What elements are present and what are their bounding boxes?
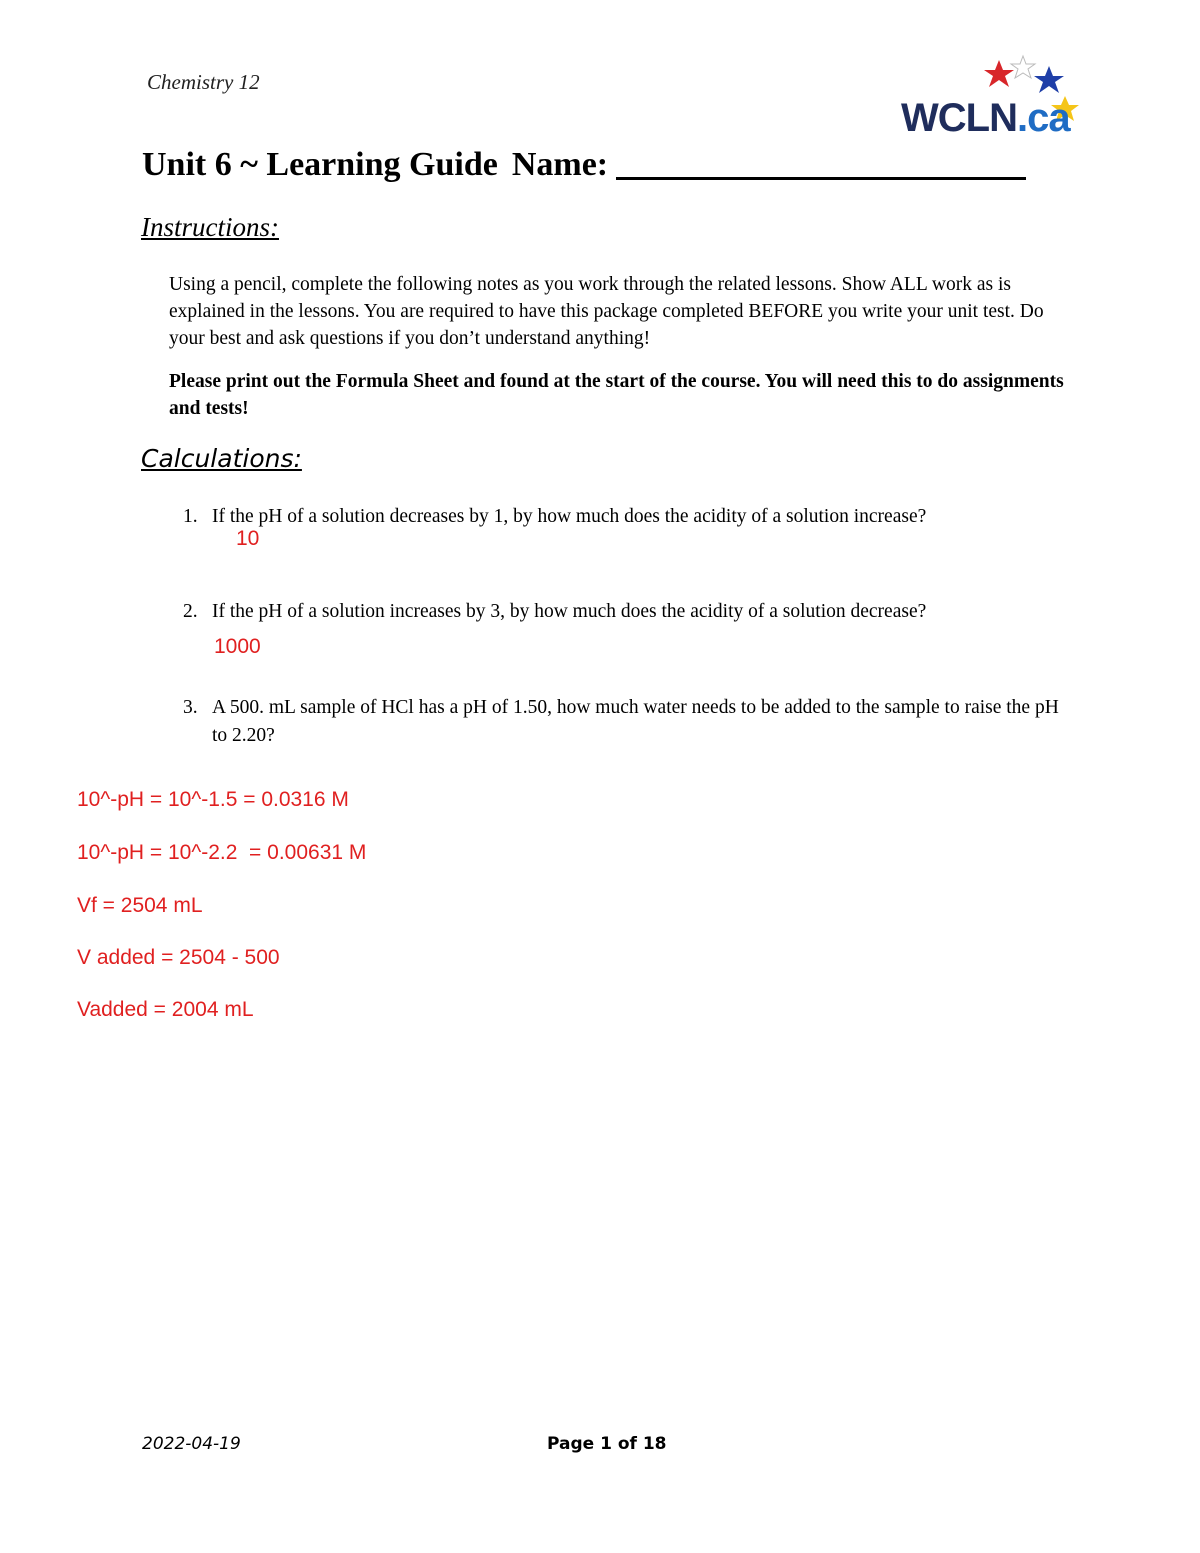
question-item	[183, 503, 1063, 531]
logo-text-main: WCLN	[901, 96, 1017, 140]
question-item	[183, 694, 1063, 750]
handwritten-answer: 10	[236, 527, 260, 550]
wcln-logo	[893, 52, 1093, 142]
question-text: If the pH of a solution decreases by 1, by how much does the acidity of a solution increase?	[212, 506, 927, 527]
question-text: A 500. mL sample of HCl has a pH of 1.50, how much water needs to be added to the sample to raise the pH to 2.20?	[212, 697, 1059, 746]
work-line: 10^-pH = 10^-1.5 = 0.0316 M	[77, 788, 349, 811]
formula-sheet-note: Please print out the Formula Sheet and found at the start of the course. You will need this to do assignments and tests!	[169, 371, 1064, 419]
footer-date: 2022-04-19	[142, 1434, 241, 1454]
logo-text-suffix: .ca	[1016, 96, 1070, 140]
title-row	[142, 143, 1052, 184]
question-number: 1.	[183, 506, 198, 527]
calculations-heading: Calculations:	[141, 444, 302, 473]
question-number: 3.	[183, 697, 198, 718]
course-header: Chemistry 12	[147, 70, 260, 94]
page-number: Page 1 of 18	[547, 1434, 667, 1454]
instructions-heading: Instructions:	[141, 212, 279, 242]
work-line: V added = 2504 - 500	[77, 946, 280, 969]
work-line: 10^-pH = 10^-2.2 = 0.00631 M	[77, 841, 367, 864]
question-text: If the pH of a solution increases by 3, by how much does the acidity of a solution decrease?	[212, 601, 927, 622]
instructions-paragraph: Using a pencil, complete the following notes as you work through the related lessons. Show ALL work as is explained in the lessons. You are required to have this package completed BEFORE you write your unit test. Do your best and ask questions if you don’t understand anything!	[169, 274, 1044, 349]
work-line: Vf = 2504 mL	[77, 894, 203, 917]
logo-text	[901, 96, 1070, 141]
work-line: Vadded = 2004 mL	[77, 998, 254, 1021]
question-number: 2.	[183, 601, 198, 622]
page-title: Unit 6 ~ Learning Guide	[142, 146, 498, 183]
handwritten-answer: 1000	[214, 635, 261, 658]
name-label: Name:	[511, 146, 609, 183]
name-field-line	[616, 143, 1026, 180]
question-item	[183, 598, 1063, 626]
